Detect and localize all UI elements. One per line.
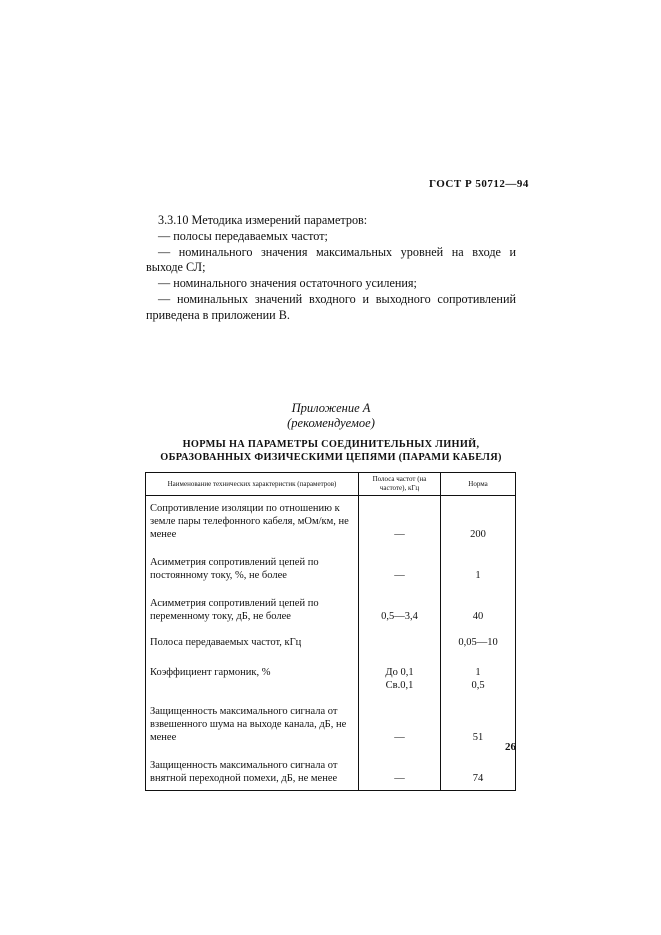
- standard-code: ГОСТ Р 50712—94: [429, 178, 529, 190]
- cell-norm: 74: [441, 749, 516, 791]
- cell-param: Асимметрия сопротивлений цепей по переменному току, дБ, не более: [146, 587, 359, 628]
- section-line: — номинальных значений входного и выходного сопротивлений приведена в приложении В.: [146, 291, 516, 322]
- col-header-norm: Норма: [441, 473, 516, 496]
- section-3-3-10: [146, 213, 516, 324]
- cell-norm: 1: [441, 546, 516, 587]
- cell-param: Защищенность максимального сигнала от взвешенного шума на выходе канала, дБ, не менее: [146, 699, 359, 749]
- col-header-parameter: Наименование технических характеристик (параметров): [146, 473, 359, 496]
- section-line: — номинального значения максимальных уровней на входе и выходе СЛ;: [146, 244, 516, 275]
- col-header-band: Полоса частот (на частоте), кГц: [359, 473, 441, 496]
- cell-band: —: [359, 699, 441, 749]
- band-value: Св.0,1: [385, 680, 414, 691]
- cell-norm: 0,05—10: [441, 628, 516, 654]
- cell-param: Полоса передаваемых частот, кГц: [146, 628, 359, 654]
- cell-band: [359, 628, 441, 654]
- norm-value: 0,5: [471, 680, 485, 691]
- section-line: 3.3.10 Методика измерений параметров:: [158, 213, 368, 227]
- section-line: — номинального значения остаточного усиления;: [158, 276, 417, 291]
- norms-table: [145, 472, 516, 791]
- appendix-heading-line1: НОРМЫ НА ПАРАМЕТРЫ СОЕДИНИТЕЛЬНЫХ ЛИНИЙ,: [182, 439, 480, 450]
- cell-param: Коэффициент гармоник, %: [146, 654, 359, 699]
- cell-band: —: [359, 749, 441, 791]
- table-header-row: [146, 473, 516, 496]
- cell-norm: 200: [441, 496, 516, 547]
- page-number: 26: [505, 741, 516, 753]
- cell-norm: 51: [441, 699, 516, 749]
- table-row: [146, 496, 516, 547]
- table-row: [146, 749, 516, 791]
- norm-value: 1: [475, 667, 481, 678]
- cell-param: Асимметрия сопротивлений цепей по постоянному току, %, не более: [146, 546, 359, 587]
- band-value: До 0,1: [385, 667, 414, 678]
- appendix-title: Приложение А: [291, 401, 371, 415]
- table-row: [146, 699, 516, 749]
- cell-norm: 40: [441, 587, 516, 628]
- table-row: [146, 546, 516, 587]
- appendix-heading-line2: ОБРАЗОВАННЫХ ФИЗИЧЕСКИМИ ЦЕПЯМИ (ПАРАМИ КАБЕЛЯ): [160, 452, 502, 463]
- cell-band: [359, 654, 441, 699]
- table-row: [146, 587, 516, 628]
- cell-band: —: [359, 496, 441, 547]
- cell-param: Сопротивление изоляции по отношению к земле пары телефонного кабеля, мОм/км, не менее: [146, 496, 359, 547]
- cell-norm: [441, 654, 516, 699]
- cell-band: —: [359, 546, 441, 587]
- cell-band: 0,5—3,4: [359, 587, 441, 628]
- cell-param: Защищенность максимального сигнала от внятной переходной помехи, дБ, не менее: [146, 749, 359, 791]
- section-line: — полосы передаваемых частот;: [158, 228, 328, 243]
- table-row: [146, 654, 516, 699]
- table-row: [146, 628, 516, 654]
- appendix-subtitle: (рекомендуемое): [287, 416, 375, 430]
